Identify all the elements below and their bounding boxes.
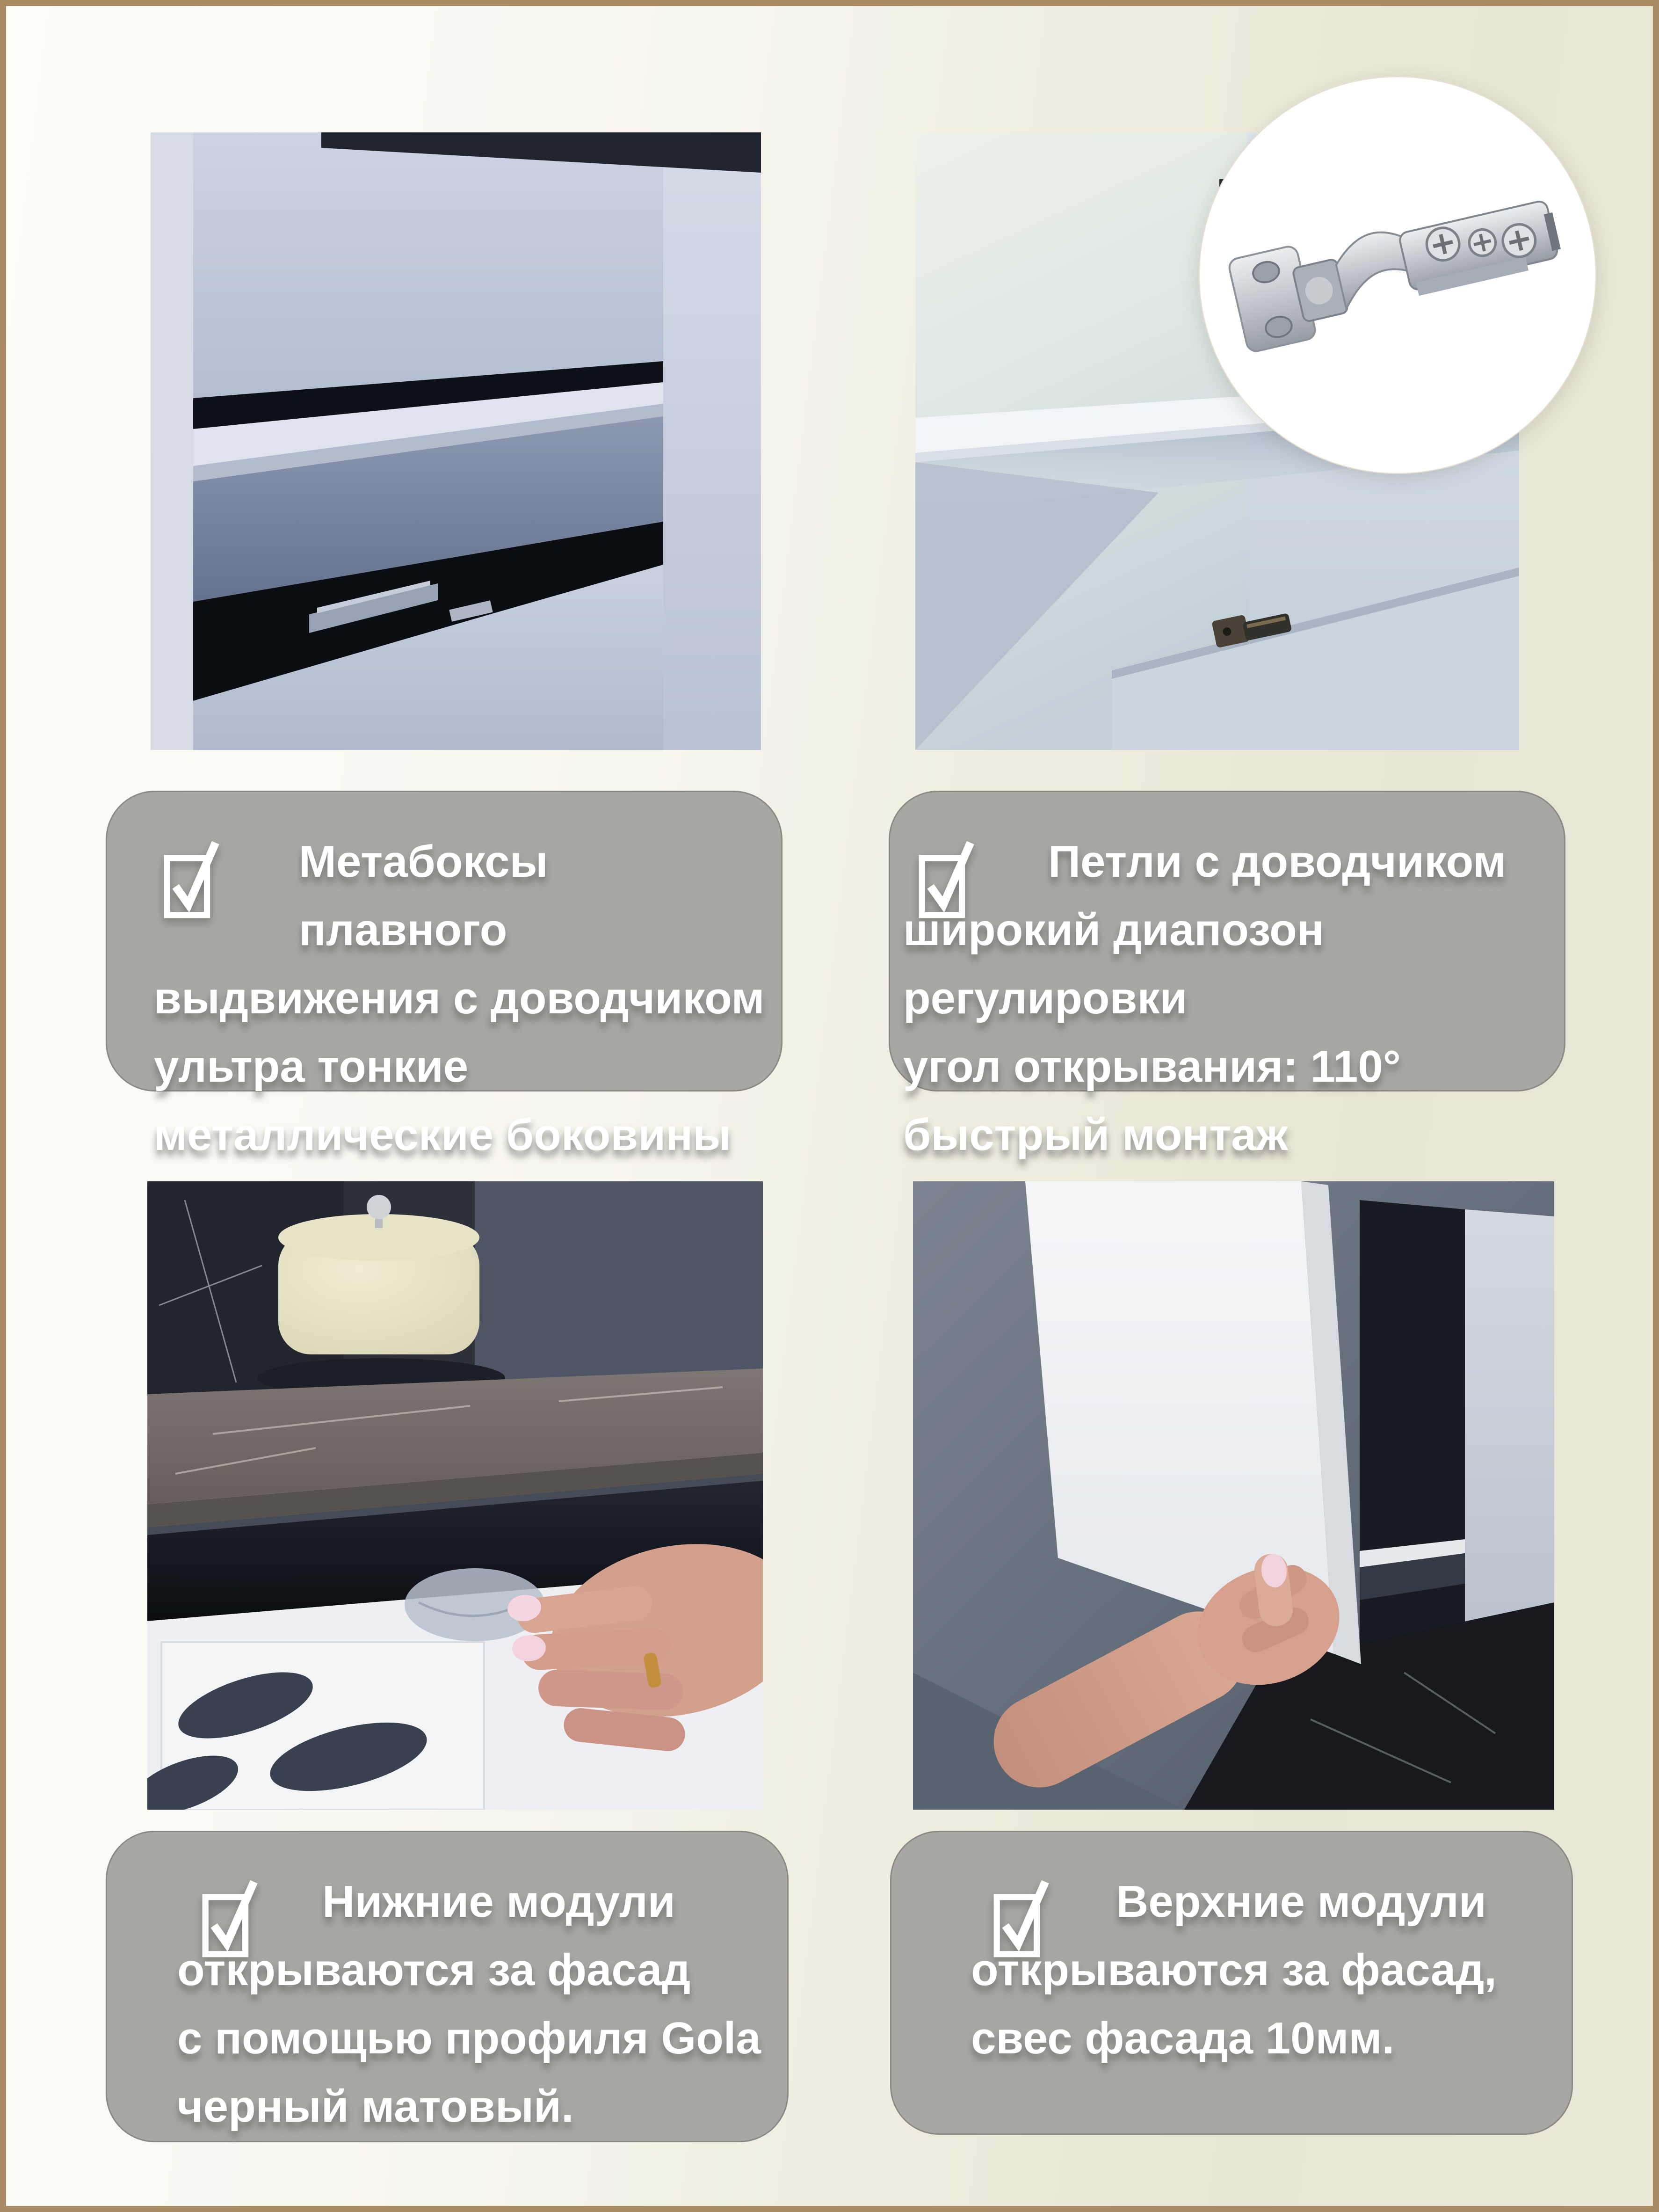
hinge-closeup-inset [1199,76,1596,474]
upper-module-door-photo [913,1181,1554,1810]
callout-line: быстрый монтаж [903,1110,1288,1160]
callout-metaboxes [106,791,782,1160]
callout-line: угол открывания: 110° [903,1041,1401,1091]
metabox-drawer-photo [151,132,761,750]
callout-line: черный матовый. [177,2081,574,2132]
callout-line: широкий диапозон регулировки [903,905,1324,1023]
callout-text [107,792,767,1169]
callout-line: Верхние модули [1116,1877,1486,1927]
callout-lower-modules [106,1831,789,2142]
callout-line: Нижние модули [322,1877,675,1927]
callout-line: Метабоксы плавного [299,837,548,955]
callout-line: Петли с доводчиком [1048,837,1507,887]
callout-line: выдвижения с доводчиком [154,973,765,1023]
callout-text [891,1832,1558,2073]
callout-line: ультра тонкие [154,1041,469,1091]
soft-close-hinge-illustration [1223,156,1572,394]
callout-text [890,792,1550,1169]
callout-line: открываются за фасад [177,1945,691,1995]
callout-upper-modules [890,1831,1573,2135]
callout-line: с помощью профиля Gola [177,2013,761,2063]
gola-profile-drawer-photo [147,1181,763,1810]
callout-line: металлические боковины [154,1110,732,1160]
callout-line: свес фасада 10мм. [971,2013,1395,2063]
callout-hinges [889,791,1565,1160]
callout-text [107,1832,773,2141]
callout-line: открываются за фасад, [971,1945,1497,1995]
